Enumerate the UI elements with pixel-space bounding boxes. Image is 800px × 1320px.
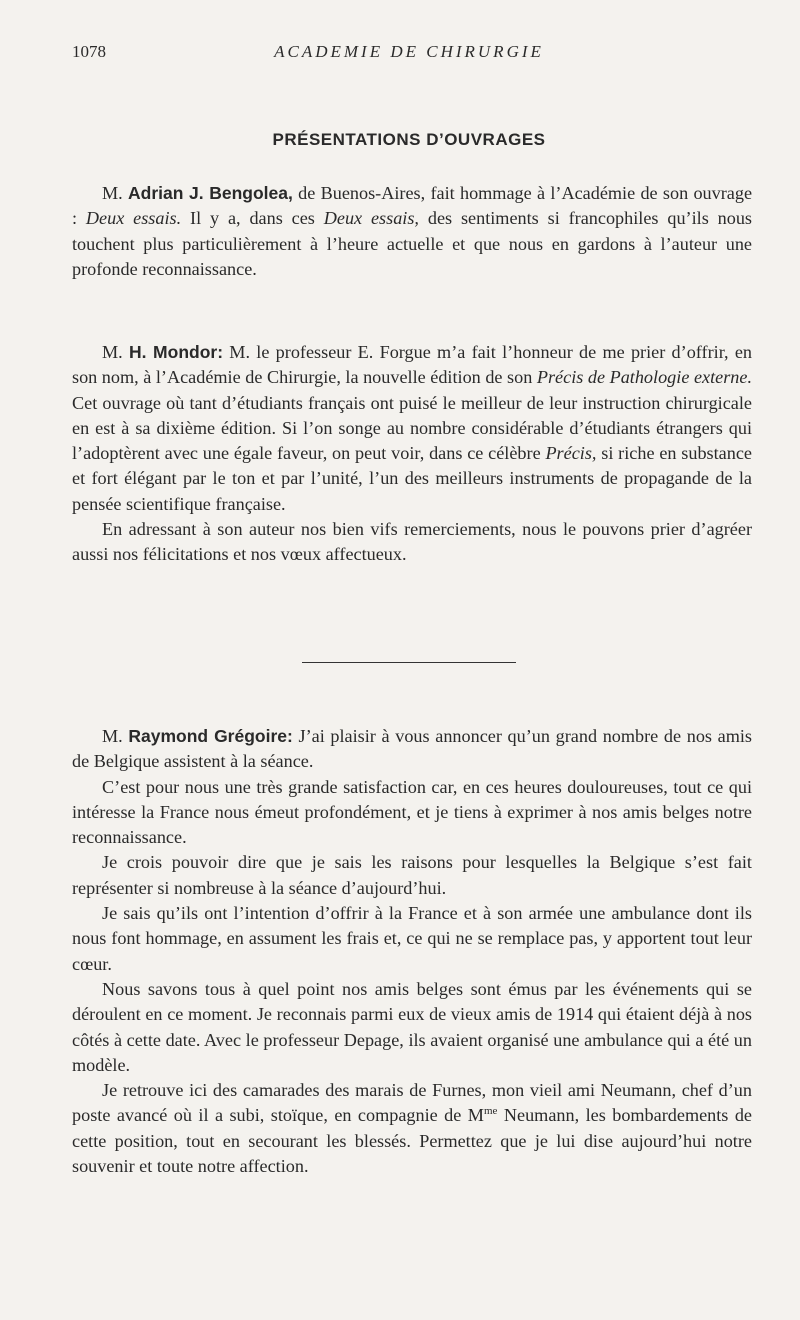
paragraph [72,181,752,282]
text: J’ai plaisir à vous annoncer qu’un grand nombre de nos amis de Belgique assistent à la séance. [72,726,752,772]
section-divider [302,662,516,663]
paragraph: Nous savons tous à quel point nos amis belges sont émus par les événements qui se déroulent en ce moment. Je reconnais parmi eux de vieux amis de 1914 qui étaient déjà à nos côtés à cette date. Avec le professeur Depage, ils avaient organisé une ambulance qui a été un modèle. [72,978,752,1075]
book-title: Deux essais, [323,208,419,229]
text: si riche en substance et fort élégant par le ton et par l’unité, l’un des meilleurs instruments de propagande de la pensée scientifique française. [72,443,752,514]
speaker-name: Adrian J. Bengolea, [128,183,293,203]
bengolea-presentation [72,181,752,282]
text: Je retrouve ici des camarades des marais de Furnes, mon vieil ami Neumann, chef d’un poste avancé où il a subi, stoïque, en compagnie de M [72,1080,752,1126]
text: Il y a, dans ces [181,208,324,229]
superscript: me [483,1105,498,1118]
text: Neumann, les bombardements de cette position, tout en secourant les blessés. Permettez que je lui dise aujourd’hui notre souvenir et toute notre affection. [72,1105,753,1177]
paragraph: C’est pour nous une très grande satisfaction car, en ces heures douloureuses, tout ce qui intéresse la France nous émeut profondément, et je tiens à exprimer à nos amis belges notre reconnaissance. [72,776,752,848]
speaker-prefix: M. [102,342,129,362]
book-title: Précis de Pathologie externe. [536,367,753,388]
text: M. le professeur E. Forgue m’a fait l’honneur de me prier d’offrir, en son nom, à l’Académie de Chirurgie, la nouvelle édition de son [72,342,752,388]
speaker-name: Raymond Grégoire: [128,726,293,746]
mondor-presentation [72,340,752,568]
page-number: 1078 [72,42,106,61]
speaker-prefix: M. [102,726,129,746]
paragraph: Je sais qu’ils ont l’intention d’offrir à la France et à son armée une ambulance dont ils nous font hommage, en assument les frais et, ce qui ne se remplace pas, y apportent tout leur cœur. [72,903,752,974]
running-head [72,42,746,66]
paragraph: Je crois pouvoir dire que je sais les raisons pour lesquelles la Belgique s’est fait représenter si nombreuse à la séance d’aujourd’hui. [72,852,752,898]
paragraph [72,724,752,775]
journal-title: ACADEMIE DE CHIRURGIE [274,42,544,61]
section-title: PRÉSENTATIONS D’OUVRAGES [272,130,546,149]
text: des sentiments si francophiles qu’ils nous touchent plus particulièrement à l’heure actuelle et que nous en gardons à l’auteur une profonde reconnaissance. [72,208,753,279]
text: Cet ouvrage où tant d’étudiants français ont puisé le meilleur de leur instruction chirurgicale en est à sa dixième édition. Si l’on songe au nombre considérable d’étudiants étrangers qui l’adoptèrent avec une égale faveur, on peut voir, dans ce célèbre [72,392,752,464]
paragraph [72,1078,752,1179]
paragraph: En adressant à son auteur nos bien vifs remerciements, nous le pouvons prier d’agréer aussi nos félicitations et nos vœux affectueux. [72,519,752,565]
speaker-prefix: M. [102,183,129,203]
book-title: Précis, [545,443,597,464]
gregoire-address [72,724,752,1179]
paragraph [72,340,752,517]
book-title: Deux essais. [85,208,182,229]
speaker-name: H. Mondor: [128,342,224,362]
text: de Buenos-Aires, fait hommage à l’Académie de son ouvrage : [72,183,753,229]
